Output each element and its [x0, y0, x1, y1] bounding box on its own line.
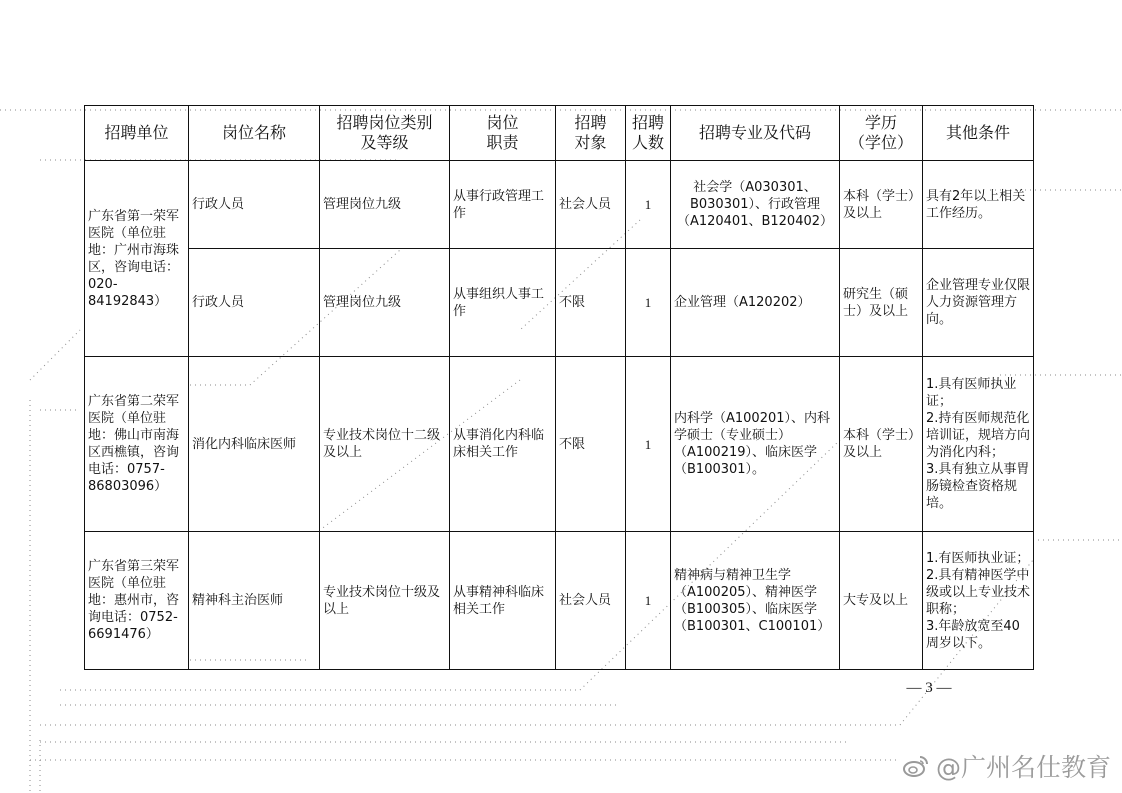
cell-post-name: 消化内科临床医师: [189, 357, 320, 532]
cell-category: 专业技术岗位十二级及以上: [320, 357, 450, 532]
cell-category: 管理岗位九级: [320, 249, 450, 357]
header-duty: 岗位 职责: [450, 106, 556, 161]
cell-post-name: 行政人员: [189, 249, 320, 357]
table-row: [85, 357, 1034, 532]
table-header-row: [85, 106, 1034, 161]
cell-other: 1.有医师执业证； 2.具有精神医学中级或以上专业技术职称； 3.年龄放宽至40周岁以下。: [923, 532, 1034, 670]
table-row: [85, 161, 1034, 249]
cell-unit: 广东省第一荣军医院（单位驻地：广州市海珠区，咨询电话：020-84192843）: [85, 161, 189, 357]
cell-duty: 从事组织人事工作: [450, 249, 556, 357]
page-number: — 3 —: [906, 680, 952, 696]
cell-major: 精神病与精神卫生学（A100205）、精神医学（B100305）、临床医学（B100301、C100101）: [671, 532, 840, 670]
cell-other: 企业管理专业仅限人力资源管理方向。: [923, 249, 1034, 357]
cell-other: 1.具有医师执业证； 2.持有医师规范化培训证，规培方向为消化内科； 3.具有独立从事胃肠镜检查资格规培。: [923, 357, 1034, 532]
cell-major: 企业管理（A120202）: [671, 249, 840, 357]
cell-education: 本科（学士）及以上: [840, 357, 923, 532]
cell-unit: 广东省第二荣军医院（单位驻地：佛山市南海区西樵镇，咨询电话：0757-86803096）: [85, 357, 189, 532]
cell-count: 1: [626, 161, 671, 249]
cell-count: 1: [626, 532, 671, 670]
header-target: 招聘 对象: [556, 106, 626, 161]
cell-unit: 广东省第三荣军医院（单位驻地：惠州市，咨询电话：0752-6691476）: [85, 532, 189, 670]
watermark: [902, 748, 1111, 784]
cell-education: 研究生（硕士）及以上: [840, 249, 923, 357]
cell-category: 专业技术岗位十级及以上: [320, 532, 450, 670]
cell-major: 社会学（A030301、B030301）、行政管理（A120401、B120402）: [671, 161, 840, 249]
cell-count: 1: [626, 357, 671, 532]
cell-post-name: 行政人员: [189, 161, 320, 249]
cell-education: 本科（学士）及以上: [840, 161, 923, 249]
recruitment-table: [84, 105, 1034, 670]
header-count: 招聘 人数: [626, 106, 671, 161]
header-post-name: 岗位名称: [189, 106, 320, 161]
watermark-text: @广州名仕教育: [936, 753, 1112, 782]
cell-other: 具有2年以上相关工作经历。: [923, 161, 1034, 249]
header-category: 招聘岗位类别 及等级: [320, 106, 450, 161]
header-unit: 招聘单位: [85, 106, 189, 161]
cell-target: 不限: [556, 249, 626, 357]
header-education: 学历 （学位）: [840, 106, 923, 161]
cell-post-name: 精神科主治医师: [189, 532, 320, 670]
cell-target: 社会人员: [556, 532, 626, 670]
cell-duty: 从事消化内科临床相关工作: [450, 357, 556, 532]
table-row: [85, 532, 1034, 670]
cell-target: 社会人员: [556, 161, 626, 249]
header-other: 其他条件: [923, 106, 1034, 161]
cell-duty: 从事精神科临床相关工作: [450, 532, 556, 670]
cell-duty: 从事行政管理工作: [450, 161, 556, 249]
cell-education: 大专及以上: [840, 532, 923, 670]
cell-category: 管理岗位九级: [320, 161, 450, 249]
cell-count: 1: [626, 249, 671, 357]
cell-target: 不限: [556, 357, 626, 532]
header-major: 招聘专业及代码: [671, 106, 840, 161]
table-row: [85, 249, 1034, 357]
weibo-icon: [902, 754, 930, 778]
cell-major: 内科学（A100201）、内科学硕士（专业硕士）（A100219）、临床医学（B100301）。: [671, 357, 840, 532]
